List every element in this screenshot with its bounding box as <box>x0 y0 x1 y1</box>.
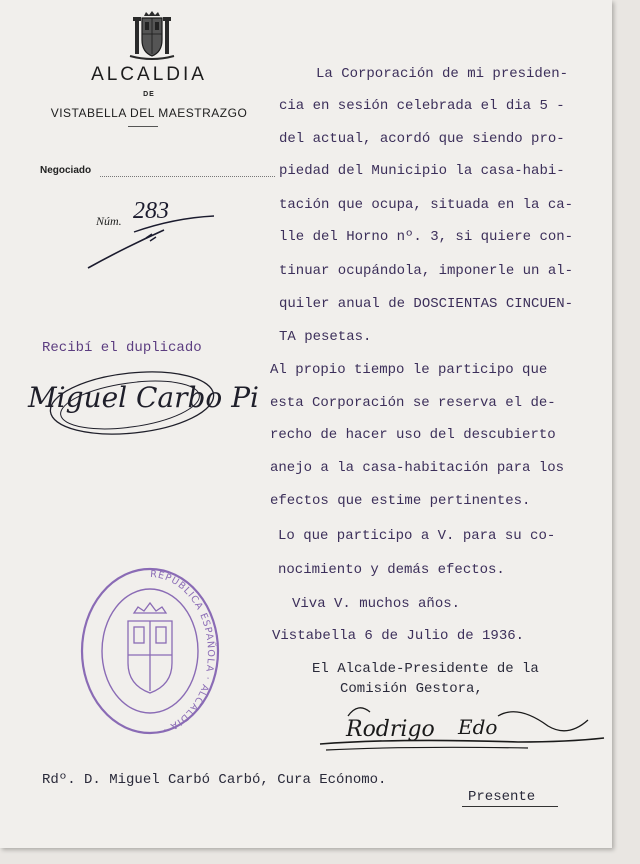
mayor-signature <box>318 698 608 768</box>
body-line: cia en sesión celebrada el dia 5 - <box>279 98 565 114</box>
body-line: El Alcalde-Presidente de la <box>312 661 539 677</box>
coat-of-arms-icon <box>126 10 178 62</box>
receipt-label: Recibí el duplicado <box>42 340 202 356</box>
body-line: tinuar ocupándola, imponerle un al- <box>279 263 574 279</box>
letterhead-divider <box>128 126 158 127</box>
negociado-line <box>100 176 275 177</box>
body-line: tación que ocupa, situada en la ca- <box>279 197 574 213</box>
body-line: TA pesetas. <box>279 329 372 345</box>
body-line: del actual, acordó que siendo pro- <box>279 131 565 147</box>
body-line: Al propio tiempo le participo que <box>270 362 548 378</box>
body-line: quiler anual de DOSCIENTAS CINCUEN- <box>279 296 574 312</box>
body-line: esta Corporación se reserva el de- <box>270 395 556 411</box>
body-line: Viva V. muchos años. <box>292 596 461 612</box>
letterhead-title: ALCALDIA <box>91 64 207 85</box>
stamp-text: REPUBLICA ESPAÑOLA · ALCALDIA · <box>149 568 216 735</box>
addressee: Rdº. D. Miguel Carbó Carbó, Cura Ecónomo. <box>42 772 387 788</box>
body-line: anejo a la casa-habitación para los <box>270 460 565 476</box>
letterhead-de: DE <box>143 91 155 98</box>
body-line: recho de hacer uso del descubierto <box>270 427 556 443</box>
num-label: Núm. <box>96 214 122 228</box>
municipal-stamp <box>78 563 222 735</box>
body-line: Comisión Gestora, <box>340 681 483 697</box>
body-line: nocimiento y demás efectos. <box>278 562 505 578</box>
svg-text:Edo: Edo <box>458 715 498 739</box>
num-value: 283 <box>133 198 169 224</box>
body-line: piedad del Municipio la casa-habi- <box>279 163 565 179</box>
letterhead-town: VISTABELLA DEL MAESTRAZGO <box>50 106 248 120</box>
body-line: efectos que estime pertinentes. <box>270 493 531 509</box>
body-line: La Corporación de mi presiden- <box>316 66 569 82</box>
body-line: Vistabella 6 de Julio de 1936. <box>272 628 525 644</box>
body-line: lle del Horno nº. 3, si quiere con- <box>279 229 574 245</box>
svg-text:Miguel Carbo Pi: Miguel Carbo Pi <box>28 381 259 414</box>
svg-text:REPUBLICA ESPAÑOLA · ALCALDIA <box>150 569 216 735</box>
num-underline-flourish <box>84 208 224 272</box>
receipt-signature <box>22 355 262 445</box>
body-line: Lo que participo a V. para su co- <box>278 528 556 544</box>
presente-underline <box>462 806 558 807</box>
svg-text:Rodrigo: Rodrigo <box>346 717 435 742</box>
presente-label: Presente <box>468 789 536 805</box>
negociado-label: Negociado <box>40 165 92 176</box>
